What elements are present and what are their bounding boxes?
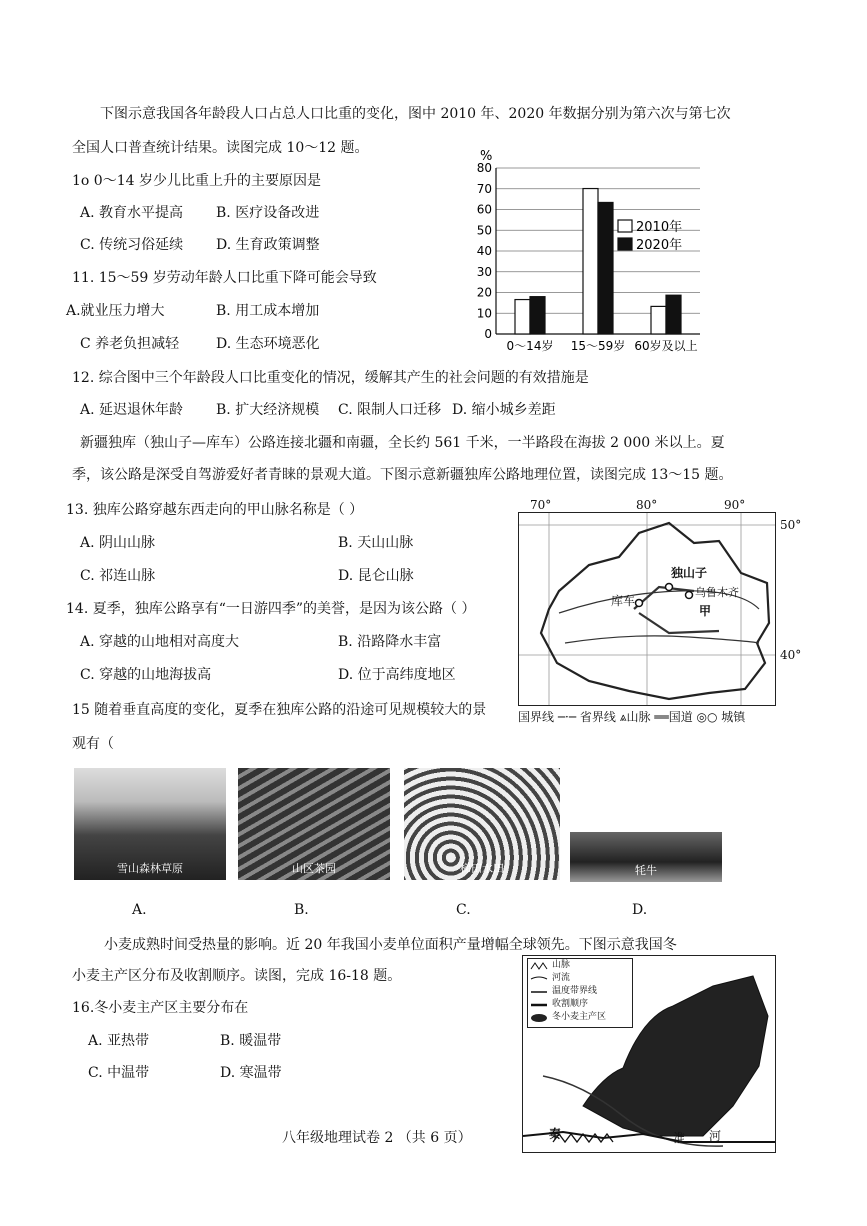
intro2-line1: 新疆独库（独山子—库车）公路连接北疆和南疆，全长约 561 千米，一半路段在海拔 2 000 米以上。夏 [80, 435, 725, 451]
x-tick-label: 15～59岁 [570, 339, 626, 353]
q13-option-d[interactable]: D. 昆仑山脉 [338, 568, 414, 584]
q10-option-d[interactable]: D. 生育政策调整 [216, 237, 320, 253]
q10-option-b[interactable]: B. 医疗设备改进 [216, 205, 320, 221]
q12-option-a[interactable]: A. 延迟退休年龄 [80, 402, 184, 418]
bar-2010年-15～59岁 [583, 189, 598, 334]
photo-a-snow-forest-grassland [74, 768, 226, 880]
photo-c-caption: 梯田水田 [460, 862, 504, 875]
q11-stem: 11. 15～59 岁劳动年龄人口比重下降可能会导致 [72, 270, 377, 286]
q13-stem: 13. 独库公路穿越东西走向的甲山脉名称是（ ） [66, 502, 364, 518]
xinjiang-map-drawing [519, 513, 775, 705]
wheat-map [522, 955, 776, 1153]
age-population-bar-chart [470, 146, 720, 356]
q14-stem: 14. 夏季，独库公路享有“一日游四季”的美誉，是因为该公路（ ） [66, 601, 476, 617]
map-lat-40: 40° [780, 648, 802, 662]
y-tick-label: 20 [476, 285, 492, 300]
q12-stem: 12. 综合图中三个年龄段人口比重变化的情况，缓解其产生的社会问题的有效措施是 [72, 370, 589, 386]
q14-option-b[interactable]: B. 沿路降水丰富 [338, 634, 442, 650]
q11-option-b[interactable]: B. 用工成本增加 [216, 303, 320, 319]
q10-option-c[interactable]: C. 传统习俗延续 [80, 237, 184, 253]
bar-2020年-0～14岁 [530, 297, 545, 334]
q14-option-d[interactable]: D. 位于高纬度地区 [338, 667, 456, 683]
bar-2020年-15～59岁 [598, 202, 613, 334]
intro3-line2: 小麦主产区分布及收割顺序。读图，完成 16-18 题。 [72, 968, 402, 984]
y-tick-label: 80 [476, 161, 492, 175]
map-label-jia: 甲 [699, 604, 712, 618]
photo-d-yaks [570, 832, 722, 882]
y-tick-label: 60 [476, 202, 492, 217]
wheat-legend-symbols [528, 959, 550, 1027]
river-label-he: 河 [709, 1129, 722, 1143]
photo-letter-c[interactable]: C. [456, 902, 471, 918]
legend-swatch-2020年 [618, 238, 632, 250]
photo-a-caption: 雪山森林草原 [117, 862, 183, 875]
q13-option-b[interactable]: B. 天山山脉 [338, 535, 414, 551]
y-axis-label: % [480, 149, 493, 164]
q16-option-b[interactable]: B. 暖温带 [220, 1033, 282, 1049]
q16-option-a[interactable]: A. 亚热带 [88, 1033, 150, 1049]
photo-d-caption: 牦牛 [635, 864, 657, 877]
q13-option-c[interactable]: C. 祁连山脉 [80, 568, 156, 584]
x-tick-label: 60岁及以上 [634, 339, 698, 353]
river-label-qin: 秦 [549, 1127, 562, 1141]
map-label-dushanzi: 独山子 [671, 566, 708, 580]
xinjiang-map [518, 512, 776, 706]
wheat-legend-temp-boundary: 温度带界线 [552, 986, 598, 996]
intro2-line2: 季，该公路是深受自驾游爱好者青睐的景观大道。下图示意新疆独库公路地理位置，读图完成 13～15 题。 [72, 467, 733, 483]
wheat-map-legend [527, 958, 633, 1028]
q11-option-d[interactable]: D. 生态环境恶化 [216, 336, 320, 352]
map-label-urumqi: 乌鲁木齐 [695, 586, 739, 599]
x-tick-label: 0～14岁 [506, 339, 554, 353]
bar-2020年-60岁及以上 [666, 295, 681, 334]
map-label-kuche: 库车 [611, 594, 636, 608]
legend-swatch-2010年 [618, 220, 632, 232]
y-tick-label: 40 [476, 244, 492, 258]
wheat-legend-mountain: 山脉 [552, 960, 571, 970]
y-tick-label: 70 [476, 181, 492, 196]
y-tick-label: 10 [476, 306, 492, 321]
q14-option-a[interactable]: A. 穿越的山地相对高度大 [80, 634, 240, 650]
photo-letter-d[interactable]: D. [632, 902, 648, 918]
intro3-line1: 小麦成熟时间受热量的影响。近 20 年我国小麦单位面积产量增幅全球领先。下图示意我国冬 [104, 937, 677, 953]
q10-stem: 1o 0～14 岁少儿比重上升的主要原因是 [72, 173, 321, 189]
page-footer: 八年级地理试卷 2 （共 6 页） [282, 1130, 472, 1146]
bar-2010年-0～14岁 [515, 300, 530, 334]
bar-2010年-60岁及以上 [651, 306, 666, 334]
map-lon-90: 90° [724, 498, 746, 512]
photo-letter-b[interactable]: B. [294, 902, 309, 918]
map-lat-50: 50° [780, 518, 802, 532]
map-lon-80: 80° [636, 498, 658, 512]
photo-letter-a[interactable]: A. [132, 902, 147, 918]
photo-c-terraced-paddy [404, 768, 560, 880]
map-lon-70: 70° [530, 498, 552, 512]
wheat-legend-main-area: 冬小麦主产区 [552, 1012, 607, 1022]
q11-option-c[interactable]: C 养老负担减轻 [80, 336, 180, 352]
y-tick-label: 0 [484, 327, 492, 341]
q12-option-c[interactable]: C. 限制人口迁移 [338, 402, 442, 418]
photo-b-caption: 山区茶园 [292, 862, 336, 875]
intro1-line2: 全国人口普查统计结果。读图完成 10～12 题。 [72, 140, 369, 156]
q14-option-c[interactable]: C. 穿越的山地海拔高 [80, 667, 212, 683]
intro1-line1: 下图示意我国各年龄段人口占总人口比重的变化，图中 2010 年、2020 年数据分别为第六次与第七次 [100, 106, 731, 122]
legend-label-2020年: 2020年 [636, 238, 683, 253]
q13-option-a[interactable]: A. 阴山山脉 [80, 535, 156, 551]
q15-stem: 15 随着垂直高度的变化，夏季在独库公路的沿途可见规模较大的景 [72, 702, 487, 718]
map-legend: 国界线 ─·─ 省界线 ⩓山脉 ══国道 ◎○ 城镇 [518, 710, 746, 724]
q15-stem-cont: 观有（ [72, 736, 114, 752]
q12-option-d[interactable]: D. 缩小城乡差距 [452, 402, 556, 418]
q16-option-d[interactable]: D. 寒温带 [220, 1065, 282, 1081]
y-tick-label: 50 [476, 223, 492, 238]
legend-label-2010年: 2010年 [636, 220, 683, 235]
photo-b-tea-garden [238, 768, 390, 880]
q11-option-a[interactable]: A.就业压力增大 [66, 303, 165, 319]
q10-option-a[interactable]: A. 教育水平提高 [80, 205, 184, 221]
wheat-legend-river: 河流 [552, 973, 571, 983]
river-label-huai: 淮 [673, 1131, 686, 1145]
q12-option-b[interactable]: B. 扩大经济规模 [216, 402, 320, 418]
q16-option-c[interactable]: C. 中温带 [88, 1065, 150, 1081]
wheat-legend-harvest-order: 收割顺序 [552, 999, 589, 1009]
y-tick-label: 30 [476, 264, 492, 279]
q16-stem: 16.冬小麦主产区主要分布在 [72, 1000, 249, 1016]
